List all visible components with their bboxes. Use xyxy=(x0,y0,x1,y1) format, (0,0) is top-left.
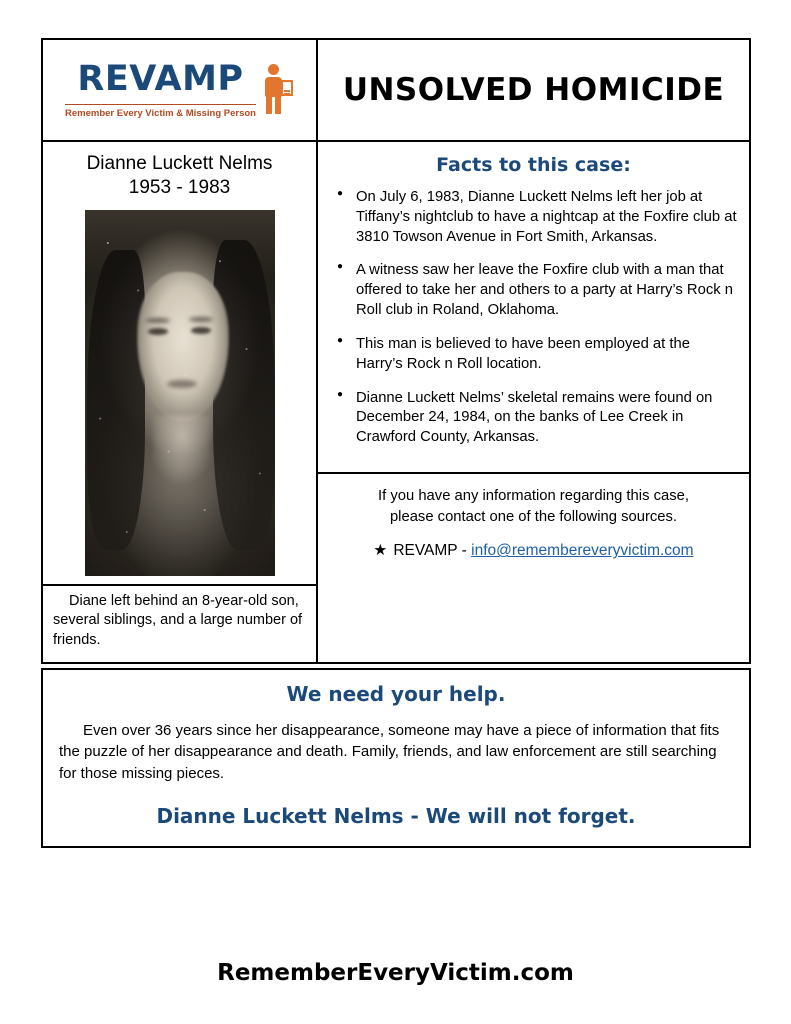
help-title: We need your help. xyxy=(286,682,506,707)
help-line-3: enforcement are still searching for those missing pieces. xyxy=(59,743,717,782)
logo-wordmark: REVAMP xyxy=(77,58,244,99)
contact-row xyxy=(332,541,735,560)
facts-title: Facts to this case: xyxy=(436,154,631,176)
footer-site: RememberEveryVictim.com xyxy=(217,960,574,986)
person-id-badge-icon xyxy=(264,64,294,116)
caption-line-3: number of friends. xyxy=(53,612,303,648)
caption-line-2: son, several siblings, and a large xyxy=(53,592,299,629)
victim-caption xyxy=(43,586,316,663)
contact-org-label: REVAMP - xyxy=(393,542,467,560)
victim-name xyxy=(43,142,316,204)
victim-photo-wrap xyxy=(43,204,316,584)
poster-title-cell xyxy=(318,40,749,140)
facts-block xyxy=(318,142,749,472)
help-line-1: Even over 36 years since her disappearance, someone may have a piece of xyxy=(83,722,589,740)
victim-photo xyxy=(85,210,275,576)
help-line-2: information that fits the puzzle of her disappearance and death. Family, friends, and law xyxy=(59,722,720,761)
page-title: UNSOLVED HOMICIDE xyxy=(342,72,725,108)
victim-full-name: Dianne Luckett Nelms xyxy=(86,153,273,174)
list-item: ● On July 6, 1983, Dianne Luckett Nelms left her job at Tiffany’s nightclub to have a nightcap at the Foxfire club at 3810 Towson Avenue in Fort Smith, Arkansas. xyxy=(354,188,737,247)
revamp-logo xyxy=(65,58,294,119)
victim-column xyxy=(43,142,318,662)
star-icon: ★ xyxy=(373,542,388,560)
help-band xyxy=(41,668,751,848)
victim-years: 1953 - 1983 xyxy=(128,176,231,198)
list-item: ● Dianne Luckett Nelms’ skeletal remains were found on December 24, 1984, on the banks of Lee Creek in Crawford County, Arkansas. xyxy=(354,389,737,448)
contact-email-link[interactable]: info@remembereveryvictim.com xyxy=(471,542,694,560)
contact-lead-line-1: If you have any information regarding this case, xyxy=(378,487,689,504)
caption-line-1: Diane left behind an 8-year-old xyxy=(69,592,268,609)
contact-lead-line-2: please contact one of the following sources. xyxy=(389,508,678,525)
help-closing: Dianne Luckett Nelms - We will not forget. xyxy=(156,804,636,829)
list-item: ● This man is believed to have been employed at the Harry’s Rock n Roll location. xyxy=(354,335,737,375)
logo-tagline: Remember Every Victim & Missing Person xyxy=(65,104,256,119)
details-column xyxy=(318,142,749,662)
middle-band xyxy=(41,142,751,664)
logo-text xyxy=(65,58,256,119)
logo-cell xyxy=(43,40,318,140)
list-item: ● A witness saw her leave the Foxfire club with a man that offered to take her and others to a party at Harry’s Rock n Roll club in Roland, Oklahoma. xyxy=(354,261,737,320)
facts-list xyxy=(330,188,737,448)
contact-block xyxy=(318,472,749,662)
contact-lead xyxy=(332,486,735,527)
header-band xyxy=(41,38,751,142)
help-body xyxy=(59,720,733,784)
poster xyxy=(41,38,751,848)
